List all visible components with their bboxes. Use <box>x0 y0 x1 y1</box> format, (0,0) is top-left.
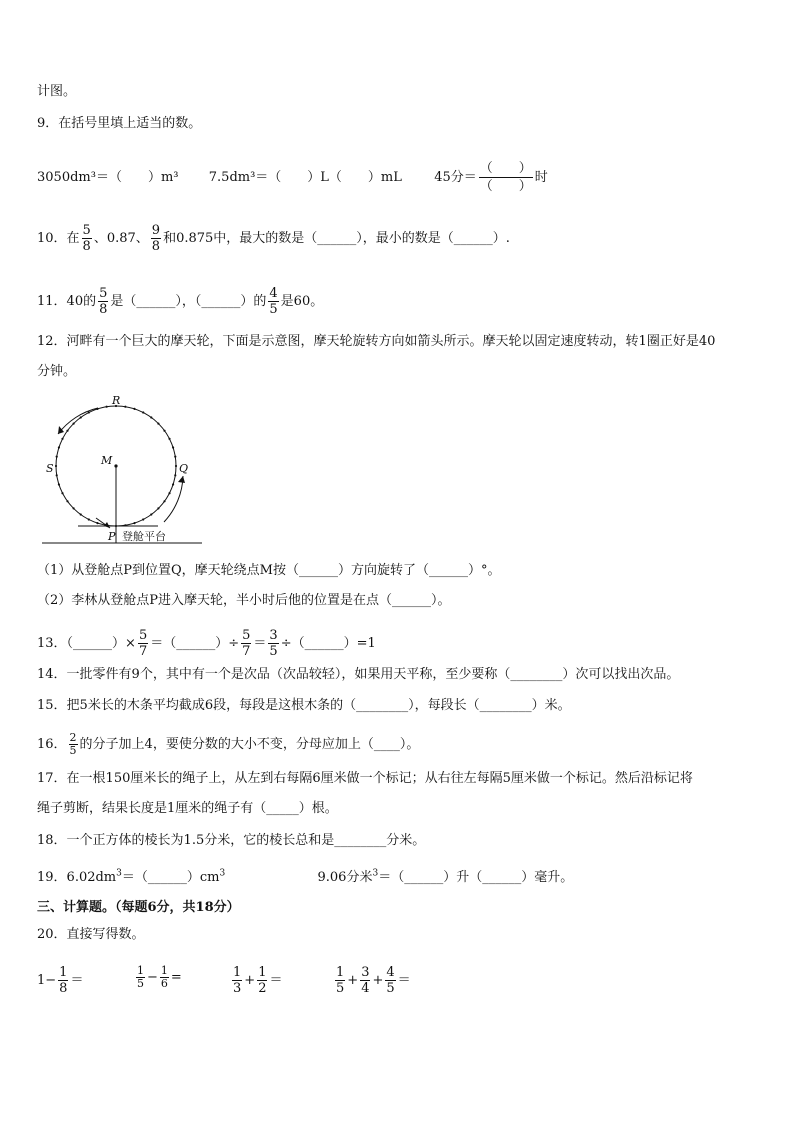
q12-line1 <box>37 333 715 351</box>
q12-sub2 <box>37 592 451 610</box>
q20-expr-3 <box>230 965 282 996</box>
text: ＝（______）升（______）毫升。 <box>378 870 574 885</box>
text: 10．在 <box>37 231 80 246</box>
q13 <box>37 628 376 659</box>
q12-line2 <box>37 363 76 381</box>
label-m: M <box>101 454 113 467</box>
numerator: （ ） <box>479 161 532 176</box>
fraction <box>335 965 345 996</box>
numerator: 1 <box>336 965 345 980</box>
text: + <box>372 973 384 988</box>
q12-sub1 <box>37 562 501 580</box>
q9-fraction <box>479 160 533 195</box>
numerator: 4 <box>386 965 395 980</box>
arrow-arc-left <box>58 408 98 434</box>
cabin-dot <box>58 446 60 448</box>
text: 三、计算题。（每题6分，共18分） <box>37 900 240 915</box>
q15 <box>37 697 571 715</box>
cabin-dot <box>172 483 174 485</box>
text: 是60。 <box>280 294 324 309</box>
text: 9．在括号里填上适当的数。 <box>37 116 202 131</box>
q17-line1 <box>37 770 693 788</box>
text: 计图。 <box>37 84 77 99</box>
fraction <box>268 286 278 317</box>
fraction <box>82 223 92 254</box>
fraction <box>69 732 78 757</box>
text: 绳子剪断，结果长度是1厘米的绳子有（_____）根。 <box>37 801 338 816</box>
numerator: 4 <box>269 286 278 301</box>
text: 14．一批零件有9个，其中有一个是次品（次品较轻），如果用天平称，至少要称（________）次可以找出次品。 <box>37 667 680 682</box>
numerator: 2 <box>69 731 77 744</box>
q14 <box>37 666 679 684</box>
cabin-dot <box>115 525 117 527</box>
fraction <box>360 965 370 996</box>
q9-item-b: 7.5dm³＝（ ）L（ ）mL <box>208 170 402 185</box>
q9-item-c-post: 时 <box>534 170 548 185</box>
numerator: 5 <box>138 628 148 643</box>
fraction <box>257 965 267 996</box>
q9-item-a: 3050dm³＝（ ）m³ <box>37 170 179 185</box>
cabin-dot <box>66 430 68 432</box>
denominator: 7 <box>242 644 251 659</box>
prev-question-tail <box>37 83 76 101</box>
denominator: （ ） <box>479 179 532 194</box>
superscript: 3 <box>116 868 122 879</box>
q20-expr-4 <box>333 965 411 996</box>
text: 16． <box>37 737 67 752</box>
cabin-dot <box>163 500 165 502</box>
text: ＝（______）cm <box>121 870 220 885</box>
q20-title <box>37 926 145 944</box>
text: − <box>147 970 158 985</box>
text: 19．6.02dm <box>37 870 117 885</box>
denominator: 8 <box>82 239 91 254</box>
label-r: R <box>112 394 121 407</box>
q17-line2 <box>37 800 338 818</box>
numerator: 3 <box>361 965 370 980</box>
fraction <box>160 965 169 990</box>
denominator: 4 <box>361 981 370 996</box>
denominator: 5 <box>137 977 144 990</box>
denominator: 5 <box>69 744 77 757</box>
denominator: 6 <box>160 977 168 990</box>
fraction <box>151 223 161 254</box>
text: （2）李林从登舱点P进入摩天轮，半小时后他的位置是在点（______）。 <box>37 593 451 608</box>
numerator: 3 <box>269 628 278 643</box>
text: 11．40的 <box>37 294 97 309</box>
text: 和0.875中，最大的数是（______），最小的数是（______）. <box>163 231 510 246</box>
cabin-dot <box>58 483 60 485</box>
cabin-dot <box>157 507 159 509</box>
cabin-dot <box>56 474 58 476</box>
denominator: 3 <box>233 981 242 996</box>
cabin-dot <box>80 513 82 515</box>
ferris-wheel-diagram <box>38 390 208 548</box>
cabin-dot <box>73 507 75 509</box>
fraction <box>136 965 145 990</box>
cabin-dot <box>88 411 90 413</box>
text: 是（______），（______）的 <box>110 294 267 309</box>
cabin-dot <box>163 430 165 432</box>
text: ＝ <box>269 973 283 988</box>
q11 <box>37 286 323 317</box>
superscript: 3 <box>219 868 226 879</box>
text: 、0.87、 <box>93 231 149 246</box>
center-dot <box>114 464 117 467</box>
cabin-dot <box>124 524 126 526</box>
text: 20．直接写得数。 <box>37 927 145 942</box>
numerator: 1 <box>233 965 242 980</box>
cabin-dot <box>168 438 170 440</box>
q20-expr-1 <box>37 965 83 996</box>
cabin-dot <box>172 446 174 448</box>
label-p: P <box>108 530 116 543</box>
text: 的分子加上4，要使分数的大小不变，分母应加上（____）。 <box>79 737 420 752</box>
cabin-dot <box>124 406 126 408</box>
fraction <box>268 628 278 659</box>
denominator: 5 <box>386 981 395 996</box>
cabin-dot <box>174 474 176 476</box>
cabin-dot <box>142 411 144 413</box>
fraction <box>241 628 251 659</box>
numerator: 5 <box>242 628 251 643</box>
cabin-dot <box>61 438 63 440</box>
cabin-dot <box>96 522 98 524</box>
denominator: 5 <box>336 981 345 996</box>
denominator: 2 <box>258 981 267 996</box>
numerator: 5 <box>99 286 108 301</box>
cabin-dot <box>56 456 58 458</box>
cabin-dot <box>168 492 170 494</box>
numerator: 1 <box>59 965 68 980</box>
denominator: 8 <box>151 239 161 254</box>
cabin-dot <box>61 492 63 494</box>
q20-expr-2 <box>134 965 182 990</box>
cabin-dot <box>174 456 176 458</box>
cabin-dot <box>80 416 82 418</box>
text: + <box>244 973 256 988</box>
cabin-dot <box>142 518 144 520</box>
fraction <box>138 628 148 659</box>
cabin-dot <box>88 518 90 520</box>
fraction <box>58 965 68 996</box>
denominator: 5 <box>269 644 278 659</box>
text: 9.06分米 <box>317 870 373 885</box>
text: （1）从登舱点P到位置Q，摩天轮绕点M按（______）方向旋转了（______）°。 <box>37 563 501 578</box>
cabin-dot <box>150 416 152 418</box>
cabin-dot <box>150 513 152 515</box>
text: ＝ <box>397 973 411 988</box>
cabin-dot <box>175 465 177 467</box>
q10 <box>37 223 510 254</box>
text: + <box>347 973 359 988</box>
arrow-head-right <box>178 476 185 483</box>
text: ＝ <box>253 636 267 651</box>
numerator: 1 <box>137 964 144 977</box>
cabin-dot <box>106 406 108 408</box>
denominator: 8 <box>99 302 108 317</box>
cabin-dot <box>55 465 57 467</box>
numerator: 9 <box>151 223 161 238</box>
q18 <box>37 832 425 850</box>
q9-title <box>37 115 201 133</box>
text: 15．把5米长的木条平均截成6段，每段是这根木条的（________），每段长（________）米。 <box>37 698 571 713</box>
q19 <box>37 869 573 887</box>
denominator: 8 <box>59 981 68 996</box>
q9-items <box>37 160 548 195</box>
denominator: 7 <box>138 644 148 659</box>
text: 17．在一根150厘米长的绳子上，从左到右每隔6厘米做一个标记；从右往左每隔5厘米做一个标记。然后沿标记将 <box>37 771 693 786</box>
text: ＝（______）÷ <box>150 636 240 651</box>
text: = <box>170 970 182 985</box>
text: 18．一个正方体的棱长为1.5分米，它的棱长总和是________分米。 <box>37 833 426 848</box>
cabin-dot <box>133 522 135 524</box>
fraction <box>98 286 108 317</box>
fraction <box>385 965 395 996</box>
cabin-dot <box>73 423 75 425</box>
numerator: 5 <box>82 223 91 238</box>
q16 <box>37 732 419 757</box>
label-s: S <box>46 462 54 475</box>
numerator: 1 <box>258 965 267 980</box>
cabin-dot <box>106 524 108 526</box>
section-heading <box>37 899 240 917</box>
text: 1− <box>37 973 57 988</box>
denominator: 5 <box>269 302 278 317</box>
superscript: 3 <box>372 868 379 879</box>
platform-label: 登舱平台 <box>122 530 166 543</box>
fraction <box>232 965 242 996</box>
text: 12．河畔有一个巨大的摩天轮，下面是示意图，摩天轮旋转方向如箭头所示。摩天轮以固定速度转动，转1圈正好是40 <box>37 334 716 349</box>
cabin-dot <box>66 500 68 502</box>
text: 分钟。 <box>37 364 77 379</box>
text: ÷（______）=1 <box>280 636 376 651</box>
cabin-dot <box>157 423 159 425</box>
text: ＝ <box>70 973 84 988</box>
label-q: Q <box>179 462 189 475</box>
cabin-dot <box>133 408 135 410</box>
cabin-dot <box>96 408 98 410</box>
q9-item-c-pre: 45分＝ <box>434 170 477 185</box>
text: 13．（______）× <box>37 636 136 651</box>
numerator: 1 <box>160 964 168 977</box>
